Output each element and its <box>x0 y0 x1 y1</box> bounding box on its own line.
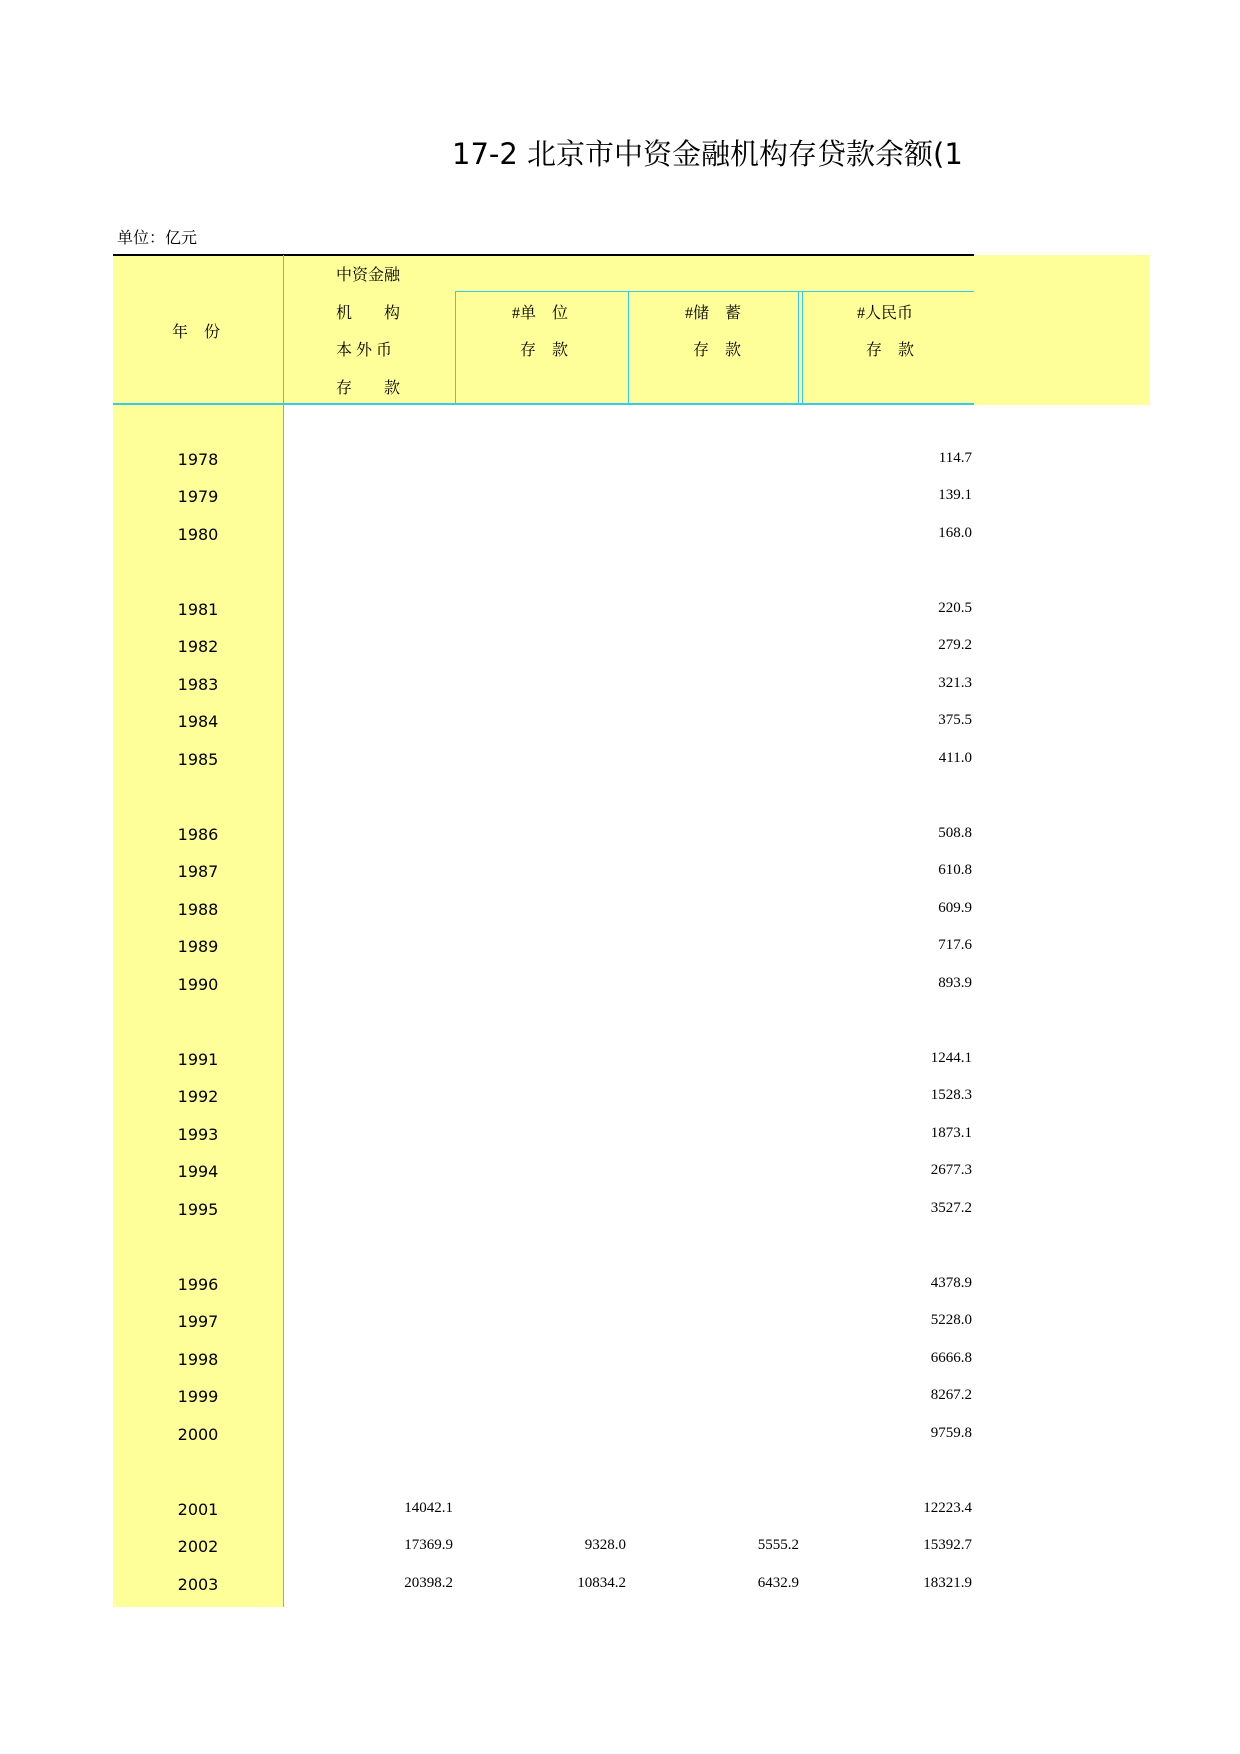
rmb-cell: 717.6 <box>938 937 972 953</box>
year-cell: 1997 <box>177 1312 219 1331</box>
year-cell: 1995 <box>177 1200 219 1219</box>
header-savings-line-2: 存 款 <box>693 342 742 359</box>
header-year: 年 份 <box>172 324 221 341</box>
year-cell: 1990 <box>177 975 219 994</box>
year-cell: 2001 <box>177 1500 219 1519</box>
header-divider-3a <box>798 291 799 404</box>
rmb-cell: 18321.9 <box>923 1575 972 1591</box>
header-unit-deposit-line-1: #单 位 <box>512 305 569 322</box>
unit-cell: 10834.2 <box>577 1575 626 1591</box>
unit-label: 单位：亿元 <box>117 230 198 247</box>
header-savings-line-1: #储 蓄 <box>685 305 742 322</box>
rmb-cell: 168.0 <box>938 525 972 541</box>
year-cell: 1986 <box>177 825 219 844</box>
year-cell: 1981 <box>177 600 219 619</box>
unit-cell: 9328.0 <box>584 1537 626 1553</box>
rmb-cell: 610.8 <box>938 862 972 878</box>
rmb-cell: 139.1 <box>938 487 972 503</box>
year-cell: 1984 <box>177 712 219 731</box>
year-cell: 1999 <box>177 1387 219 1406</box>
rmb-cell: 321.3 <box>938 675 972 691</box>
total-cell: 17369.9 <box>404 1537 453 1553</box>
table-header-background <box>113 255 1150 405</box>
rmb-cell: 12223.4 <box>923 1500 972 1516</box>
header-divider-1 <box>455 291 456 404</box>
rmb-cell: 2677.3 <box>930 1162 972 1178</box>
rmb-cell: 3527.2 <box>930 1200 972 1216</box>
rmb-cell: 375.5 <box>938 712 972 728</box>
rmb-cell: 893.9 <box>938 975 972 991</box>
rmb-cell: 1244.1 <box>930 1050 972 1066</box>
header-divider-2 <box>628 291 629 404</box>
page-title: 17-2 北京市中资金融机构存贷款余额(1 <box>452 137 963 171</box>
header-divider-3b <box>802 291 803 404</box>
year-cell: 1989 <box>177 937 219 956</box>
table-top-border <box>113 254 974 256</box>
year-cell: 1992 <box>177 1087 219 1106</box>
rmb-cell: 411.0 <box>938 750 972 766</box>
year-cell: 2000 <box>177 1425 219 1444</box>
rmb-cell: 1873.1 <box>930 1125 972 1141</box>
year-cell: 1988 <box>177 900 219 919</box>
rmb-cell: 1528.3 <box>930 1087 972 1103</box>
year-cell: 1991 <box>177 1050 219 1069</box>
rmb-cell: 220.5 <box>938 600 972 616</box>
year-cell: 1982 <box>177 637 219 656</box>
year-column-divider <box>283 255 284 1607</box>
rmb-cell: 8267.2 <box>930 1387 972 1403</box>
year-cell: 1980 <box>177 525 219 544</box>
year-cell: 1983 <box>177 675 219 694</box>
year-cell: 1985 <box>177 750 219 769</box>
rmb-cell: 4378.9 <box>930 1275 972 1291</box>
header-total-line-3: 本 外 币 <box>336 342 393 359</box>
year-cell: 1987 <box>177 862 219 881</box>
header-total-line-1: 中资金融 <box>336 267 401 284</box>
header-rmb-line-1: #人民币 <box>857 305 914 322</box>
year-cell: 2003 <box>177 1575 219 1594</box>
rmb-cell: 609.9 <box>938 900 972 916</box>
rmb-cell: 114.7 <box>938 450 972 466</box>
total-cell: 14042.1 <box>404 1500 453 1516</box>
header-total-line-2: 机 构 <box>336 305 401 322</box>
year-cell: 1979 <box>177 487 219 506</box>
year-cell: 1978 <box>177 450 219 469</box>
rmb-cell: 279.2 <box>938 637 972 653</box>
year-cell: 1994 <box>177 1162 219 1181</box>
rmb-cell: 6666.8 <box>930 1350 972 1366</box>
year-cell: 1998 <box>177 1350 219 1369</box>
header-rmb-line-2: 存 款 <box>866 342 915 359</box>
year-cell: 1993 <box>177 1125 219 1144</box>
rmb-cell: 15392.7 <box>923 1537 972 1553</box>
year-cell: 2002 <box>177 1537 219 1556</box>
header-total-line-4: 存 款 <box>336 380 401 397</box>
total-cell: 20398.2 <box>404 1575 453 1591</box>
savings-cell: 5555.2 <box>757 1537 799 1553</box>
rmb-cell: 9759.8 <box>930 1425 972 1441</box>
subheader-border <box>455 291 974 292</box>
year-cell: 1996 <box>177 1275 219 1294</box>
rmb-cell: 508.8 <box>938 825 972 841</box>
header-unit-deposit-line-2: 存 款 <box>520 342 569 359</box>
savings-cell: 6432.9 <box>757 1575 799 1591</box>
rmb-cell: 5228.0 <box>930 1312 972 1328</box>
header-bottom-border <box>113 403 974 405</box>
